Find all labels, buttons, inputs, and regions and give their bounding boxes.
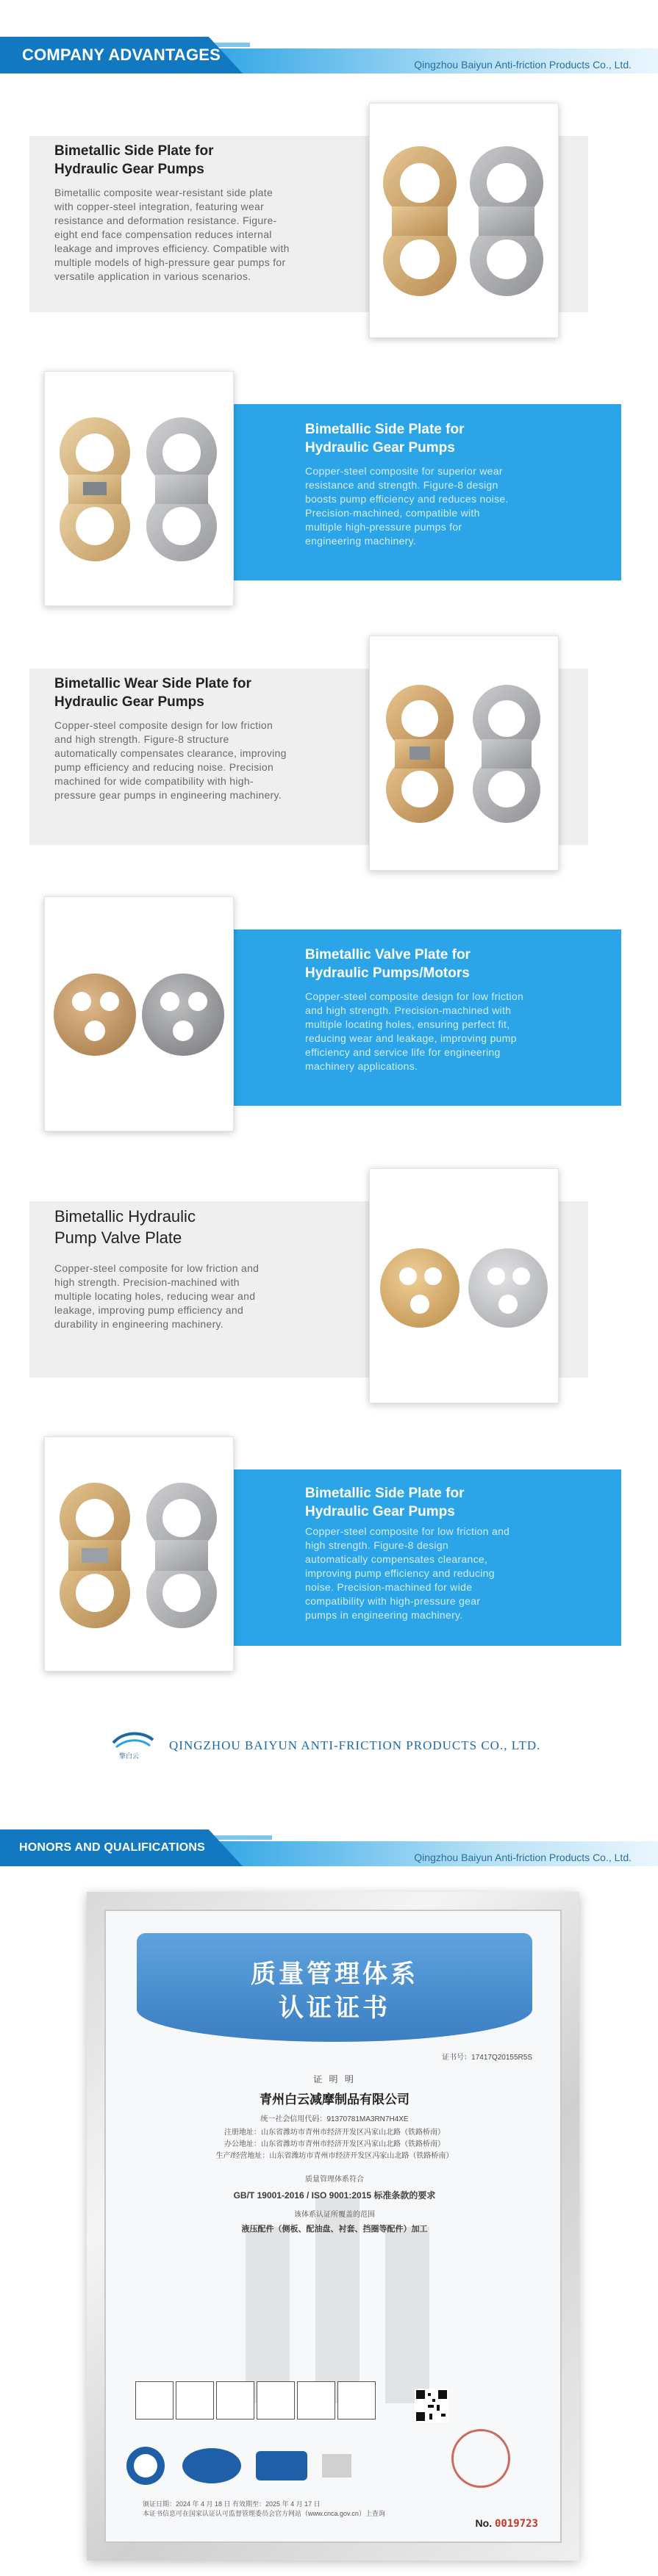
- honors-banner: [0, 1822, 658, 1875]
- qr-code-icon: [415, 2389, 448, 2422]
- product-title: Hydraulic Gear Pumps: [54, 694, 204, 710]
- advantages-banner: [0, 29, 658, 82]
- product-block-3: [0, 636, 658, 856]
- certificate-frame: [87, 1892, 579, 2561]
- product-block-6: [0, 1436, 658, 1657]
- certificate-stamp-grid: [135, 2381, 378, 2420]
- company-logo-line: [110, 1727, 581, 1763]
- serial-number: No. 0019723: [475, 2517, 538, 2530]
- figure-eight-plates-image: [370, 636, 558, 870]
- certificate-title: 质量管理体系: [251, 1960, 418, 1989]
- product-title: Hydraulic Gear Pumps: [305, 440, 455, 456]
- product-description: Copper-steel composite for low friction and high strength. Figure-8 design automatically compensates clearance, improving pump efficiency and reducing noise. Precision-machined for wide compatibility with high-pressure gear pumps in engineering machinery.: [305, 1525, 510, 1621]
- advantages-company: Qingzhou Baiyun Anti-friction Products Co., Ltd.: [414, 59, 632, 71]
- product-title: Bimetallic Hydraulic: [54, 1207, 196, 1226]
- product-photo: [369, 636, 559, 871]
- production-address: 生产/经营地址：山东省潍坊市青州市经济开发区冯家山北路（铁路桥南）: [215, 2152, 454, 2160]
- figure-eight-plates-image: [370, 104, 558, 337]
- product-title: Bimetallic Valve Plate for: [305, 947, 471, 963]
- product-description: Bimetallic composite wear-resistant side plate with copper-steel integration, featuring wear resistance and deformation resistance. Figure- eight end face compensation reduces internal leakage and improves efficiency. Compatible with multiple models of high-pressure gear pumps for versatile application in various scenarios.: [54, 187, 290, 282]
- product-title: Bimetallic Side Plate for: [305, 1486, 465, 1501]
- product-title: Hydraulic Gear Pumps: [54, 162, 204, 177]
- product-title: Hydraulic Gear Pumps: [305, 1504, 455, 1519]
- product-title: Pump Valve Plate: [54, 1228, 182, 1247]
- figure-eight-plates-image: [45, 372, 233, 605]
- official-seal: [451, 2429, 510, 2488]
- honors-company: Qingzhou Baiyun Anti-friction Products Co., Ltd.: [414, 1852, 632, 1863]
- system-statement: 质量管理体系符合: [305, 2176, 364, 2184]
- product-block-5: [0, 1168, 658, 1389]
- quality-certificate: [104, 1910, 562, 2543]
- certificate-proof: 证 明 明: [313, 2074, 356, 2084]
- product-title: Bimetallic Side Plate for: [54, 143, 214, 159]
- certificate-company: 青州白云减摩制品有限公司: [260, 2093, 410, 2107]
- certificate-subtitle: 认证证书: [279, 1993, 390, 2023]
- product-photo: [44, 1436, 234, 1672]
- valve-plates-image: [370, 1169, 558, 1403]
- product-title: Bimetallic Side Plate for: [305, 422, 465, 437]
- product-description: Copper-steel composite design for low friction and high strength. Figure-8 structure automatically compensates clearance, improving pump efficiency and reducing noise. Precision machined for wide compatibility with high- pressure gear pumps in engineering machinery.: [54, 719, 287, 801]
- product-title: Hydraulic Pumps/Motors: [305, 965, 470, 981]
- valve-plates-image: [45, 897, 233, 1131]
- product-title: Bimetallic Wear Side Plate for: [54, 676, 251, 691]
- registered-address: 注册地址：山东省潍坊市青州市经济开发区冯家山北路（铁路桥南）: [224, 2129, 445, 2137]
- product-block-1: [0, 103, 658, 323]
- scope-text: 液压配件（侧板、配油盘、衬套、挡圈等配件）加工: [241, 2225, 428, 2234]
- product-description: Copper-steel composite design for low friction and high strength. Precision-machined with multiple locating holes, ensuring perfect fit, reducing wear and leakage, improving pump efficiency and service life for engineering machinery applications.: [305, 990, 524, 1072]
- advantages-title: COMPANY ADVANTAGES: [22, 46, 221, 64]
- product-photo: [369, 1168, 559, 1403]
- product-photo: [44, 371, 234, 606]
- standard-statement: GB/T 19001-2016 / ISO 9001:2015 标准条款的要求: [233, 2190, 436, 2201]
- product-description: Copper-steel composite for low friction and high strength. Precision-machined with multiple locating holes, reducing wear and leakage, improving pump efficiency and durability in engineering machinery.: [54, 1262, 260, 1330]
- scope-title: 该体系认证所覆盖的范围: [294, 2211, 375, 2219]
- figure-eight-plates-image: [45, 1437, 233, 1671]
- product-block-4: [0, 896, 658, 1117]
- certificate-footer: 颁证日期：2024 年 4 月 18 日 有效期至：2025 年 4 月 17 日 本证书信息可在国家认证认可监督管理委员会官方网站（www.cnca.gov.cn）上查询: [143, 2500, 385, 2517]
- product-block-2: [0, 371, 658, 591]
- product-photo: [44, 896, 234, 1132]
- honors-title: HONORS AND QUALIFICATIONS: [19, 1841, 205, 1854]
- certificate-number: 证书号：17417Q20155R5S: [442, 2054, 532, 2062]
- logo-english-text: QINGZHOU BAIYUN ANTI-FRICTION PRODUCTS CO., LTD.: [169, 1738, 541, 1752]
- office-address: 办公地址：山东省潍坊市青州市经济开发区冯家山北路（铁路桥南）: [224, 2140, 445, 2148]
- product-photo: [369, 103, 559, 338]
- credit-code: 统一社会信用代码：91370781MA3RN7H4XE: [260, 2115, 409, 2123]
- logo-chinese-text: 擎白云: [119, 1752, 140, 1760]
- product-description: Copper-steel composite for superior wear resistance and strength. Figure-8 design boosts pump efficiency and reduces noise. Precision-machined, compatible with multiple high-pressure pumps for engineering machinery.: [305, 465, 509, 547]
